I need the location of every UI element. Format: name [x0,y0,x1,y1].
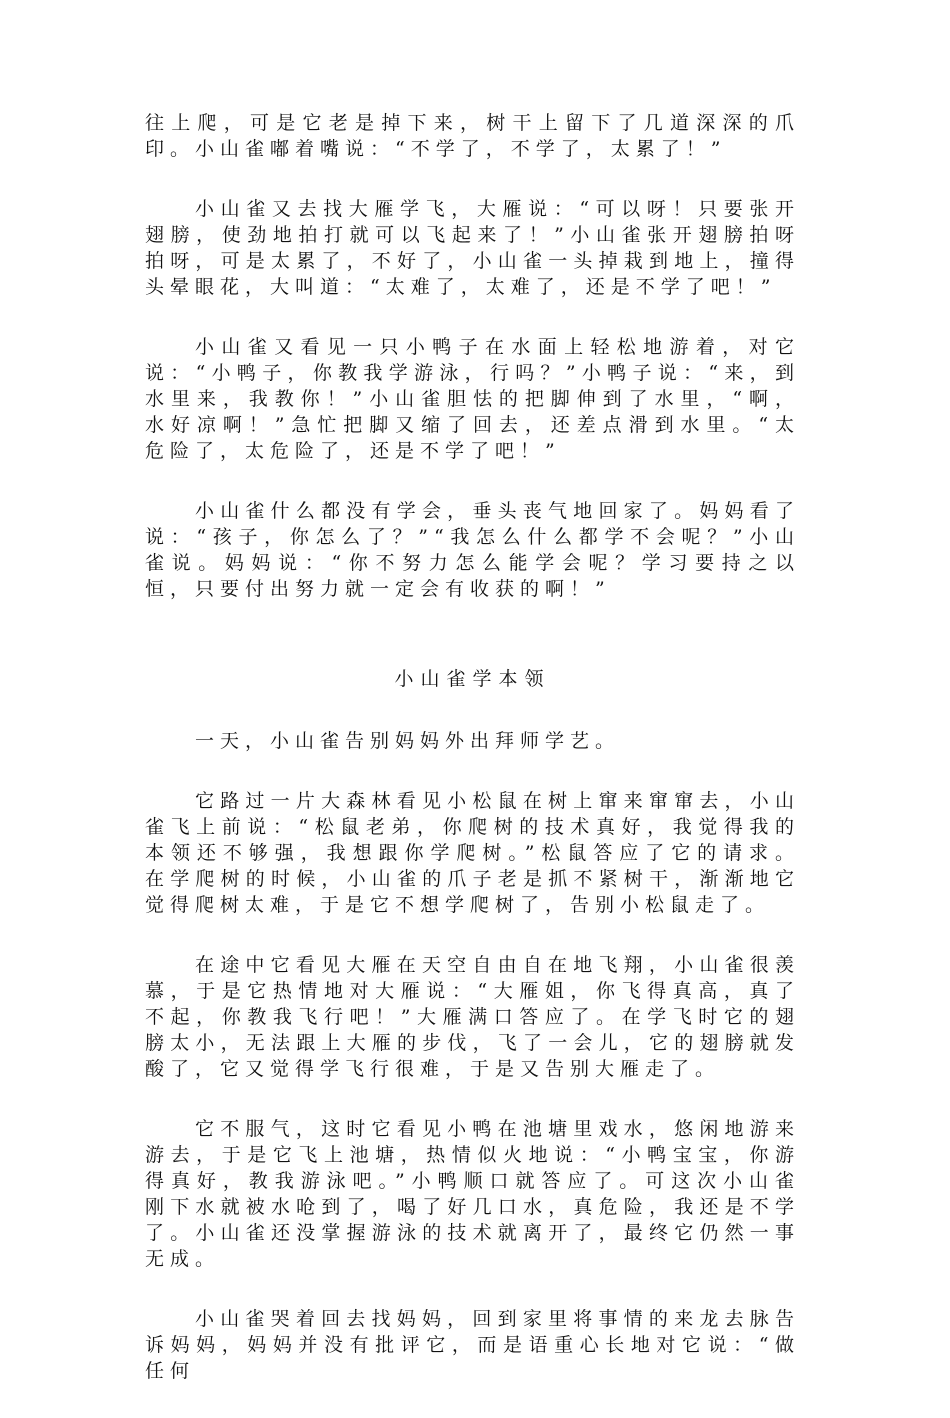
paragraph-wild-goose: 在途中它看见大雁在天空自由自在地飞翔，小山雀很羡慕，于是它热情地对大雁说：“大雁姐，你飞得真高，真了不起，你教我飞行吧！”大雁满口答应了。在学飞时它的翅膀太小，无法跟上大雁的步伐，飞了一会儿，它的翅膀就发酸了，它又觉得学飞行很难，于是又告别大雁走了。 [145,954,800,1080]
paragraph-learn-swimming: 小山雀又看见一只小鸭子在水面上轻松地游着，对它说：“小鸭子，你教我学游泳，行吗？”小鸭子说：“来，到水里来，我教你！”小山雀胆怯的把脚伸到了水里，“啊，水好凉啊！”急忙把脚又缩了回去，还差点滑到水里。“太危险了，太危险了，还是不学了吧！” [145,336,800,462]
paragraph-learn-flying: 小山雀又去找大雁学飞，大雁说：“可以呀！只要张开翅膀，使劲地拍打就可以飞起来了！”小山雀张开翅膀拍呀拍呀，可是太累了，不好了，小山雀一头掉栽到地上，撞得头晕眼花，大叫道：“太难了，太难了，还是不学了吧！” [145,198,800,298]
document-page [145,110,800,1418]
paragraph-duckling: 它不服气，这时它看见小鸭在池塘里戏水，悠闲地游来游去，于是它飞上池塘，热情似火地说：“小鸭宝宝，你游得真好，教我游泳吧。”小鸭顺口就答应了。可这次小山雀刚下水就被水呛到了，喝了好几口水，真危险，我还是不学了。小山雀还没掌握游泳的技术就离开了，最终它仍然一事无成。 [145,1118,800,1270]
paragraph-squirrel: 它路过一片大森林看见小松鼠在树上窜来窜窜去，小山雀飞上前说：“松鼠老弟，你爬树的技术真好，我觉得我的本领还不够强，我想跟你学爬树。”松鼠答应了它的请求。在学爬树的时候，小山雀的爪子老是抓不紧树干，渐渐地它觉得爬树太难，于是它不想学爬树了，告别小松鼠走了。 [145,790,800,916]
paragraph-one-day: 一天，小山雀告别妈妈外出拜师学艺。 [195,730,621,752]
paragraph-return-home: 小山雀什么都没有学会，垂头丧气地回家了。妈妈看了说：“孩子，你怎么了？”“我怎么什么都学不会呢？”小山雀说。妈妈说：“你不努力怎么能学会呢？学习要持之以恒，只要付出努力就一定会有收获的啊！” [145,500,800,600]
story-title: 小山雀学本领 [394,668,551,690]
paragraph-continuation: 往上爬，可是它老是掉下来，树干上留下了几道深深的爪印。小山雀嘟着嘴说：“不学了，不学了，太累了！” [145,112,800,160]
paragraph-cry-home: 小山雀哭着回去找妈妈，回到家里将事情的来龙去脉告诉妈妈，妈妈并没有批评它，而是语重心长地对它说：“做任何 [145,1308,800,1382]
